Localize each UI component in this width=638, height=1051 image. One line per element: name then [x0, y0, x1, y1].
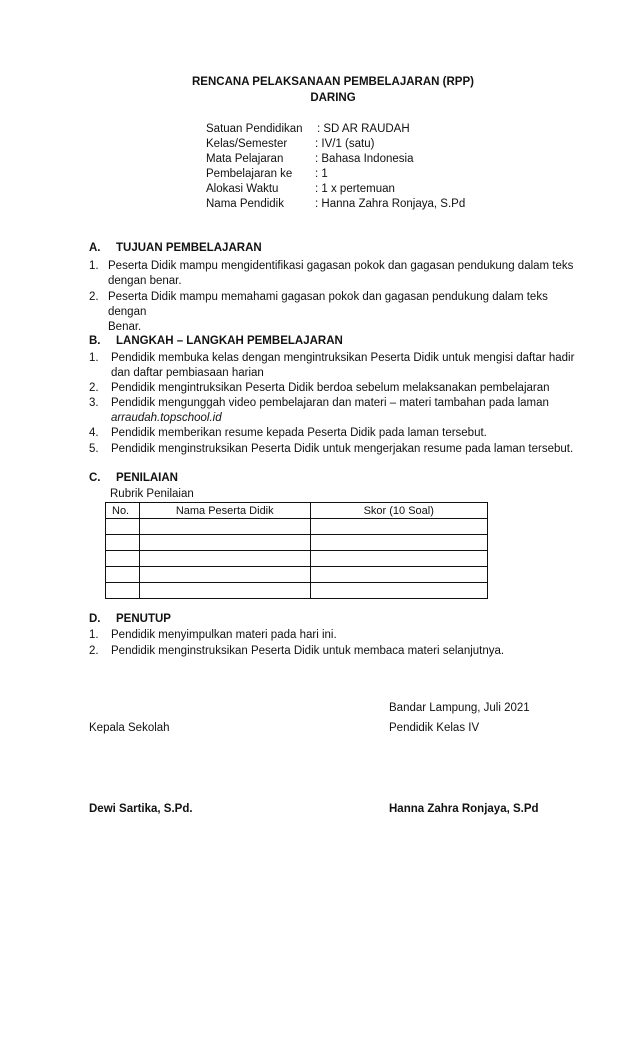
section-letter: B.: [89, 335, 101, 347]
rubric-table: [105, 502, 488, 599]
section-d-heading: [89, 613, 171, 625]
info-label: Kelas/Semester: [206, 138, 288, 150]
table-cell: [139, 519, 310, 535]
section-letter: C.: [89, 472, 101, 484]
column-header: Nama Peserta Didik: [139, 503, 310, 519]
table-row: [106, 519, 488, 535]
info-value: : SD AR RAUDAH: [317, 123, 410, 135]
table-cell: [106, 535, 140, 551]
item-text: Pendidik memberikan resume kepada Peserta Didik pada laman tersebut.: [111, 427, 487, 439]
item-text: Peserta Didik mampu memahami gagasan pokok dan gagasan pendukung dalam teks dengan: [108, 291, 548, 318]
table-cell: [106, 567, 140, 583]
item-number: 1.: [89, 352, 99, 364]
item-number: 2.: [89, 645, 99, 657]
table-cell: [139, 535, 310, 551]
table-cell: [139, 567, 310, 583]
column-header: Skor (10 Soal): [310, 503, 488, 519]
section-c-heading: [89, 472, 178, 484]
section-title: PENUTUP: [116, 613, 171, 625]
right-signatory-name: Hanna Zahra Ronjaya, S.Pd: [389, 803, 539, 815]
item-number: 5.: [89, 443, 99, 455]
section-b-heading: [89, 335, 343, 347]
section-title: LANGKAH – LANGKAH PEMBELAJARAN: [116, 335, 343, 347]
item-text: Pendidik menginstruksikan Peserta Didik untuk membaca materi selanjutnya.: [111, 645, 505, 657]
document-subtitle: DARING: [310, 92, 356, 104]
table-cell: [310, 519, 488, 535]
item-number: 2.: [89, 291, 99, 303]
section-title: TUJUAN PEMBELAJARAN: [116, 242, 262, 254]
section-a-heading: [89, 242, 262, 254]
table-cell: [106, 583, 140, 599]
table-header-row: [106, 503, 488, 519]
item-link-text: arraudah.topschool.id: [111, 412, 222, 424]
item-number: 2.: [89, 382, 99, 394]
info-label: Alokasi Waktu: [206, 183, 279, 195]
info-label: Mata Pelajaran: [206, 153, 284, 165]
section-title: PENILAIAN: [116, 472, 178, 484]
rubric-caption: Rubrik Penilaian: [110, 488, 194, 500]
table-cell: [139, 583, 310, 599]
table-cell: [310, 567, 488, 583]
item-text: Pendidik menginstruksikan Peserta Didik untuk mengerjakan resume pada laman tersebut.: [111, 443, 574, 455]
info-value: : 1 x pertemuan: [315, 183, 395, 195]
item-number: 3.: [89, 397, 99, 409]
table-cell: [106, 519, 140, 535]
item-text: Pendidik membuka kelas dengan mengintruksikan Peserta Didik untuk mengisi daftar hadir: [111, 352, 575, 364]
table-cell: [106, 551, 140, 567]
table-cell: [310, 583, 488, 599]
table-cell: [310, 551, 488, 567]
item-text: Pendidik mengintruksikan Peserta Didik berdoa sebelum melaksanakan pembelajaran: [111, 382, 550, 394]
place-date: Bandar Lampung, Juli 2021: [389, 702, 530, 714]
section-letter: A.: [89, 242, 101, 254]
item-text: Pendidik mengunggah video pembelajaran dan materi – materi tambahan pada laman: [111, 397, 549, 409]
item-text-continued: dan daftar pembiasaan harian: [111, 367, 264, 379]
left-signatory-name: Dewi Sartika, S.Pd.: [89, 803, 193, 815]
info-value: : IV/1 (satu): [315, 138, 375, 150]
table-cell: [139, 551, 310, 567]
table-row: [106, 567, 488, 583]
info-value: : Hanna Zahra Ronjaya, S.Pd: [315, 198, 466, 210]
info-label: Satuan Pendidikan: [206, 123, 303, 135]
item-text: Pendidik menyimpulkan materi pada hari ini.: [111, 629, 337, 641]
item-number: 4.: [89, 427, 99, 439]
item-number: 1.: [89, 629, 99, 641]
section-letter: D.: [89, 613, 101, 625]
table-row: [106, 551, 488, 567]
item-text: Peserta Didik mampu mengidentifikasi gagasan pokok dan gagasan pendukung dalam teks: [108, 260, 574, 272]
info-value: : 1: [315, 168, 328, 180]
info-value: : Bahasa Indonesia: [315, 153, 414, 165]
left-signatory-role: Kepala Sekolah: [89, 722, 170, 734]
item-text-continued: dengan benar.: [108, 275, 182, 287]
right-signatory-role: Pendidik Kelas IV: [389, 722, 480, 734]
document-title: RENCANA PELAKSANAAN PEMBELAJARAN (RPP): [192, 76, 474, 88]
table-row: [106, 535, 488, 551]
column-header: No.: [106, 503, 140, 519]
info-label: Pembelajaran ke: [206, 168, 293, 180]
item-text-continued: Benar.: [108, 321, 142, 333]
info-label: Nama Pendidik: [206, 198, 284, 210]
table-row: [106, 583, 488, 599]
table-cell: [310, 535, 488, 551]
item-number: 1.: [89, 260, 99, 272]
